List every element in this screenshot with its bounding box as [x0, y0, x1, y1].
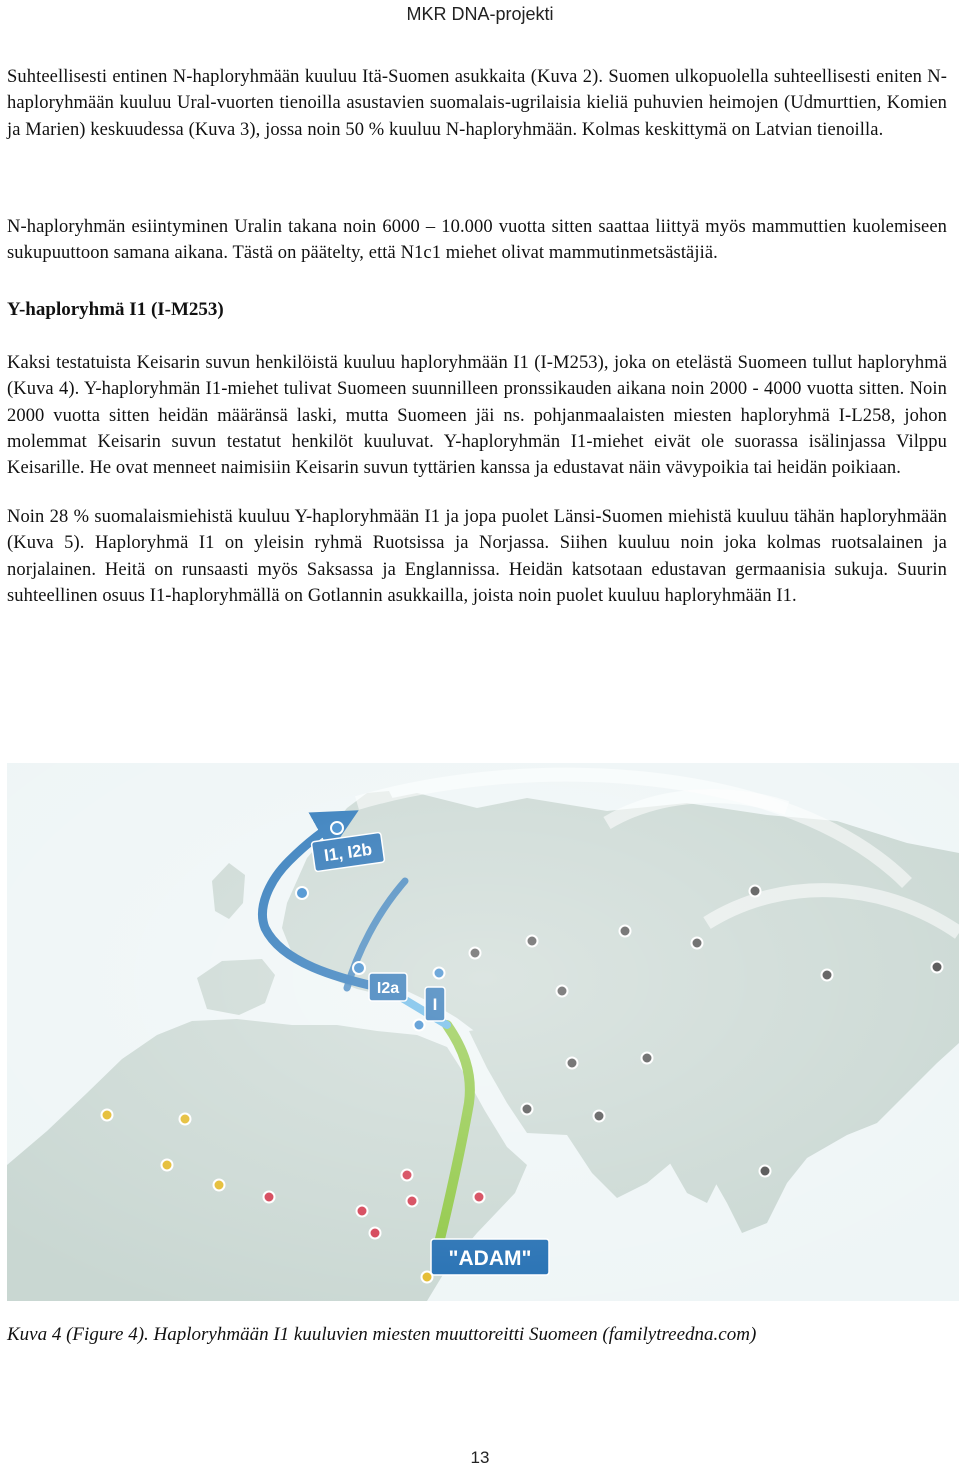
paragraph-n-haplogroup: Suhteellisesti entinen N-haploryhmään kuuluu Itä-Suomen asukkaita (Kuva 2). Suomen ulkopuolella suhteellisesti eniten N-haploryhmään kuuluu Ural-vuorten tienoilla asustavien suomalais-ugrilaisia kieliä puhuvien heimojen (Udmurttien, Komien ja Marien) keskuudessa (Kuva 3), jossa noin 50 % kuuluu N-haploryhmään. Kolmas keskittymä on Latvian tienoilla. — [7, 67, 947, 140]
migration-map — [7, 763, 959, 1301]
figure-caption: Kuva 4 (Figure 4). Haploryhmään I1 kuuluvien miesten muuttoreitti Suomeen (familytreedna.com) — [7, 1324, 757, 1345]
migration-map-figure — [7, 763, 959, 1301]
paragraph-i1-scandinavia: Noin 28 % suomalaismiehistä kuuluu Y-haploryhmään I1 ja jopa puolet Länsi-Suomen miehistä kuuluu tähän haploryhmään (Kuva 5). Haploryhmä I1 on yleisin ryhmä Ruotsissa ja Norjassa. Siihen kuuluu noin joka kolmas ruotsalainen ja norjalainen. Heitä on runsaasti myös Saksassa ja Englannissa. Heidän katsotaan edustavan germaanisia sukuja. Suurin suhteellinen osuus I1-haploryhmällä on Gotlannin asukkailla, joista noin puolet kuuluu haploryhmään I1. — [7, 506, 947, 607]
section-heading: Y-haploryhmä I1 (I-M253) — [7, 298, 224, 320]
running-header: MKR DNA-projekti — [406, 4, 554, 24]
paragraph-keisari-i1: Kaksi testatuista Keisarin suvun henkilöistä kuuluu haploryhmään I1 (I-M253), joka on etelästä Suomeen tullut haploryhmä (Kuva 4). Y-haploryhmän I1-miehet tulivat Suomeen suunnilleen pronssikauden aikana noin 2000 - 4000 vuotta sitten. Noin 2000 vuotta sitten heidän määränsä laski, mutta Suomeen jäi ns. pohjanmaalaisten miesten haploryhmä I-L258, johon molemmat Keisarin suvun testatut henkilöt kuuluvat. Y-haploryhmän I1-miehet eivät ole suorassa isälinjassa Vilppu Keisarille. He ovat menneet naimisiin Keisarin suvun tyttärien kanssa ja edustavat näin vävypoikia tai heidän poikiaan. — [7, 352, 947, 479]
page-number: 13 — [470, 1448, 490, 1467]
photo-haze — [7, 763, 959, 1301]
body-text — [7, 64, 947, 609]
paragraph-mammoths: N-haploryhmän esiintyminen Uralin takana noin 6000 – 10.000 vuotta sitten saattaa liittyä myös mammuttien kuolemiseen sukupuuttoon samana aikana. Tästä on päätelty, että N1c1 miehet olivat mammutinmetsästäjiä. — [7, 217, 947, 264]
